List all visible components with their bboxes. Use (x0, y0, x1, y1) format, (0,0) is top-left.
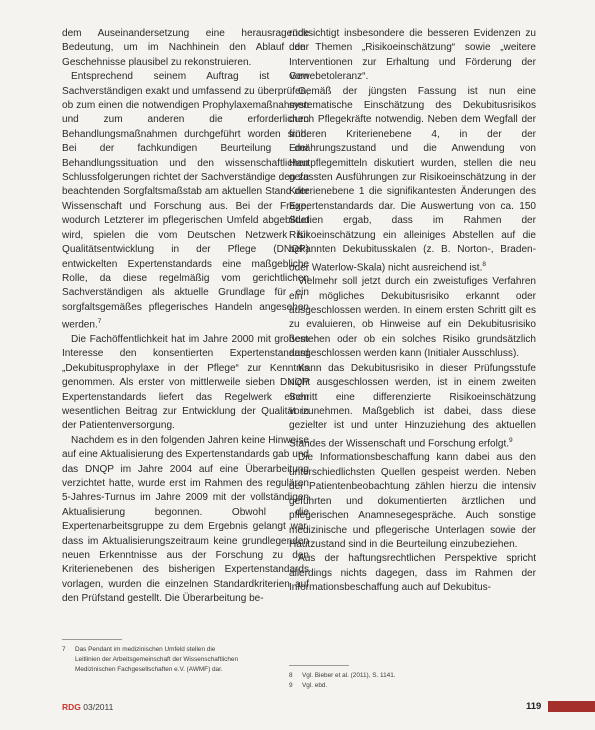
paragraph: rücksichtigt insbesondere die besseren Evidenzen zu den Themen „Risikoeinschätzung“ sowie „weitere Interventionen zur Erhaltung und Förderung der Gewebetoleranz“. (289, 28, 536, 83)
footnote-divider-right (289, 665, 349, 666)
paragraph (289, 362, 536, 452)
issue-number: 03/2011 (83, 702, 114, 712)
paragraph (62, 70, 309, 333)
left-text-column (62, 27, 309, 607)
paragraph: Die Fachöffentlichkeit hat im Jahre 2000 mit großem Interesse den konsentierten Expertenstandard „Dekubitusprophylaxe in der Pflege“ zur Kenntnis genommen. Als erster von mittlerweile sieben DNQP Expertenstandards liefert das Regelwerk einen wesentlichen Beitrag zur Entwicklung der Qualität in der Patientenversorgung. (62, 333, 309, 432)
paragraph: Die Informationsbeschaffung kann dabei aus den unterschiedlichsten Quellen gespeist werden. Neben der Patientenbeobachtung zählen hierzu die intensiv geführten und dokumentierten ärztlichen und pflegerischen Anamnesegespräche. Auch sonstige medizinische und pflegerische Unterlagen sowie der Hautzustand sind in die Beurteilung einzubeziehen. (289, 452, 536, 550)
footnote-marker: 9 (509, 436, 513, 444)
footnote-right-8 (289, 671, 536, 681)
paragraph-text: Gemäß der jüngsten Fassung ist nun eine systematische Einschätzung des Dekubitusrisikos durch Pflegekräfte notwendig. Neben dem Wegfall der früheren Kriterienebene 4, in der der Ernährungszustand und die Anwendung von Hautpflegemitteln diskutiert wurden, stellen die neu gefassten Ausführungen zur Risikoeinschätzung in der Kriterienebene 1 die signifikantesten Änderungen des Expertenstandards dar. Die Auswertung von ca. 150 Studien ergab, dass im Rahmen der Risikoeinschätzung ein alleiniges Abstellen auf die bekannten Dekubitusskalen (z. B. Norton-, Braden- oder Waterlow-Skala) nicht ausreichend ist. (289, 85, 536, 273)
paragraph-text: Entsprechend seinem Auftrag ist vom Sachverständigen exakt und umfassend zu überprüfen, ob zum einen die notwendigen Prophylaxemaßnahmen und zum anderen die erforderlichen Behandlungsmaßnahmen durchgeführt worden sind. Bei der fachkundigen Beurteilung der Behandlungssituation und den wissenschaftlichen Schlussfolgerungen richtet der Sachverständige den zu beachtenden Sorgfaltsmaßstab am aktuellen Stand der Wissenschaft und Forschung aus. Bei der Frage, wodurch Letzterer im pflegerischen Umfeld abgebildet wird, spielen die vom Deutschen Netzwerk für Qualitätsentwicklung in der Pflege (DNQP) entwickelten Expertenstandards eine maßgebliche Rolle, da diese regelmäßig vom gerichtlichen Sachverständigen als aktuelle Grundlage für ein sorgfaltsgemäßes pflegerisches Handeln angesehen werden. (62, 71, 309, 331)
footnote-right-9 (289, 681, 536, 691)
footnote-divider-left (62, 639, 122, 640)
footnote-marker: 7 (97, 318, 102, 326)
footnote-text: Vgl. Bieber et al. (2011), S. 1141. (302, 672, 396, 679)
footnote-text: Das Pendant im medizinischen Umfeld stellen die Leitlinien der Arbeitsgemeinschaft der Wissenschaftlichen Medizinischen Fachgesellschaften e.V. (AWMF) dar. (75, 646, 239, 673)
journal-issue-label (62, 702, 113, 712)
corner-accent-bar (548, 701, 595, 712)
footnote-marker: 8 (482, 260, 487, 268)
journal-brand: RDG (62, 702, 81, 712)
paragraph: Aus der haftungsrechtlichen Perspektive spricht allerdings nichts dagegen, dass im Rahmen der Informationsbeschaffung auch auf Dekubitus- (289, 553, 536, 594)
paragraph: dem Auseinandersetzung eine herausragende Bedeutung, um im Nachhinein den Ablauf der Geschehnisse plausibel zu rekonstruieren. (62, 28, 309, 68)
paragraph-text: Kann das Dekubitusrisiko in dieser Prüfungsstufe nicht ausgeschlossen werden, ist in einem zweiten Schritt eine differenzierte Risikoeinschätzung vorzunehmen. Maßgeblich ist dabei, dass diese gezielter ist und unter Hinzuziehung des aktuellen Standes der Wissenschaft und Forschung erfolgt. (289, 362, 536, 450)
paragraph (289, 85, 536, 276)
right-text-column (289, 27, 536, 596)
paragraph: Nachdem es in den folgenden Jahren keine Hinweise auf eine Aktualisierung des Expertenstandards gab und das DNQP im Jahre 2004 auf eine Überarbeitung verzichtet hatte, wurde erst im Rahmen des regulären 5-Jahres-Turnus im Jahre 2009 mit der vollständigen Aktualisierung begonnen. Obwohl die Expertenarbeitsgruppe zu dem Ergebnis gelangt war, dass im Aktualisierungszeitraum keine grundlegenden neuen Erkenntnisse aus der Forschung zu den Kriterienebenen des bisherigen Expertenstandards vorlagen, wurden die einzelnen Standardkriterien auf den Prüfstand gestellt. Die Überarbeitung be- (62, 434, 309, 605)
footnote-number: 9 (289, 682, 293, 689)
footnote-number: 8 (289, 672, 293, 679)
footnote-text: Vgl. ebd. (302, 682, 328, 689)
footnote-number: 7 (62, 646, 66, 653)
page-number: 119 (526, 701, 542, 712)
paragraph: Vielmehr soll jetzt durch ein zweistufiges Verfahren ein mögliches Dekubitusrisiko erkannt oder ausgeschlossen werden. In einem ersten Schritt gilt es zu evaluieren, ob Hinweise auf ein Dekubitusrisiko bestehen oder ob ein solches Risiko grundsätzlich ausgeschlossen werden kann (Initialer Ausschluss). (289, 276, 536, 360)
footnote-left (62, 645, 309, 674)
